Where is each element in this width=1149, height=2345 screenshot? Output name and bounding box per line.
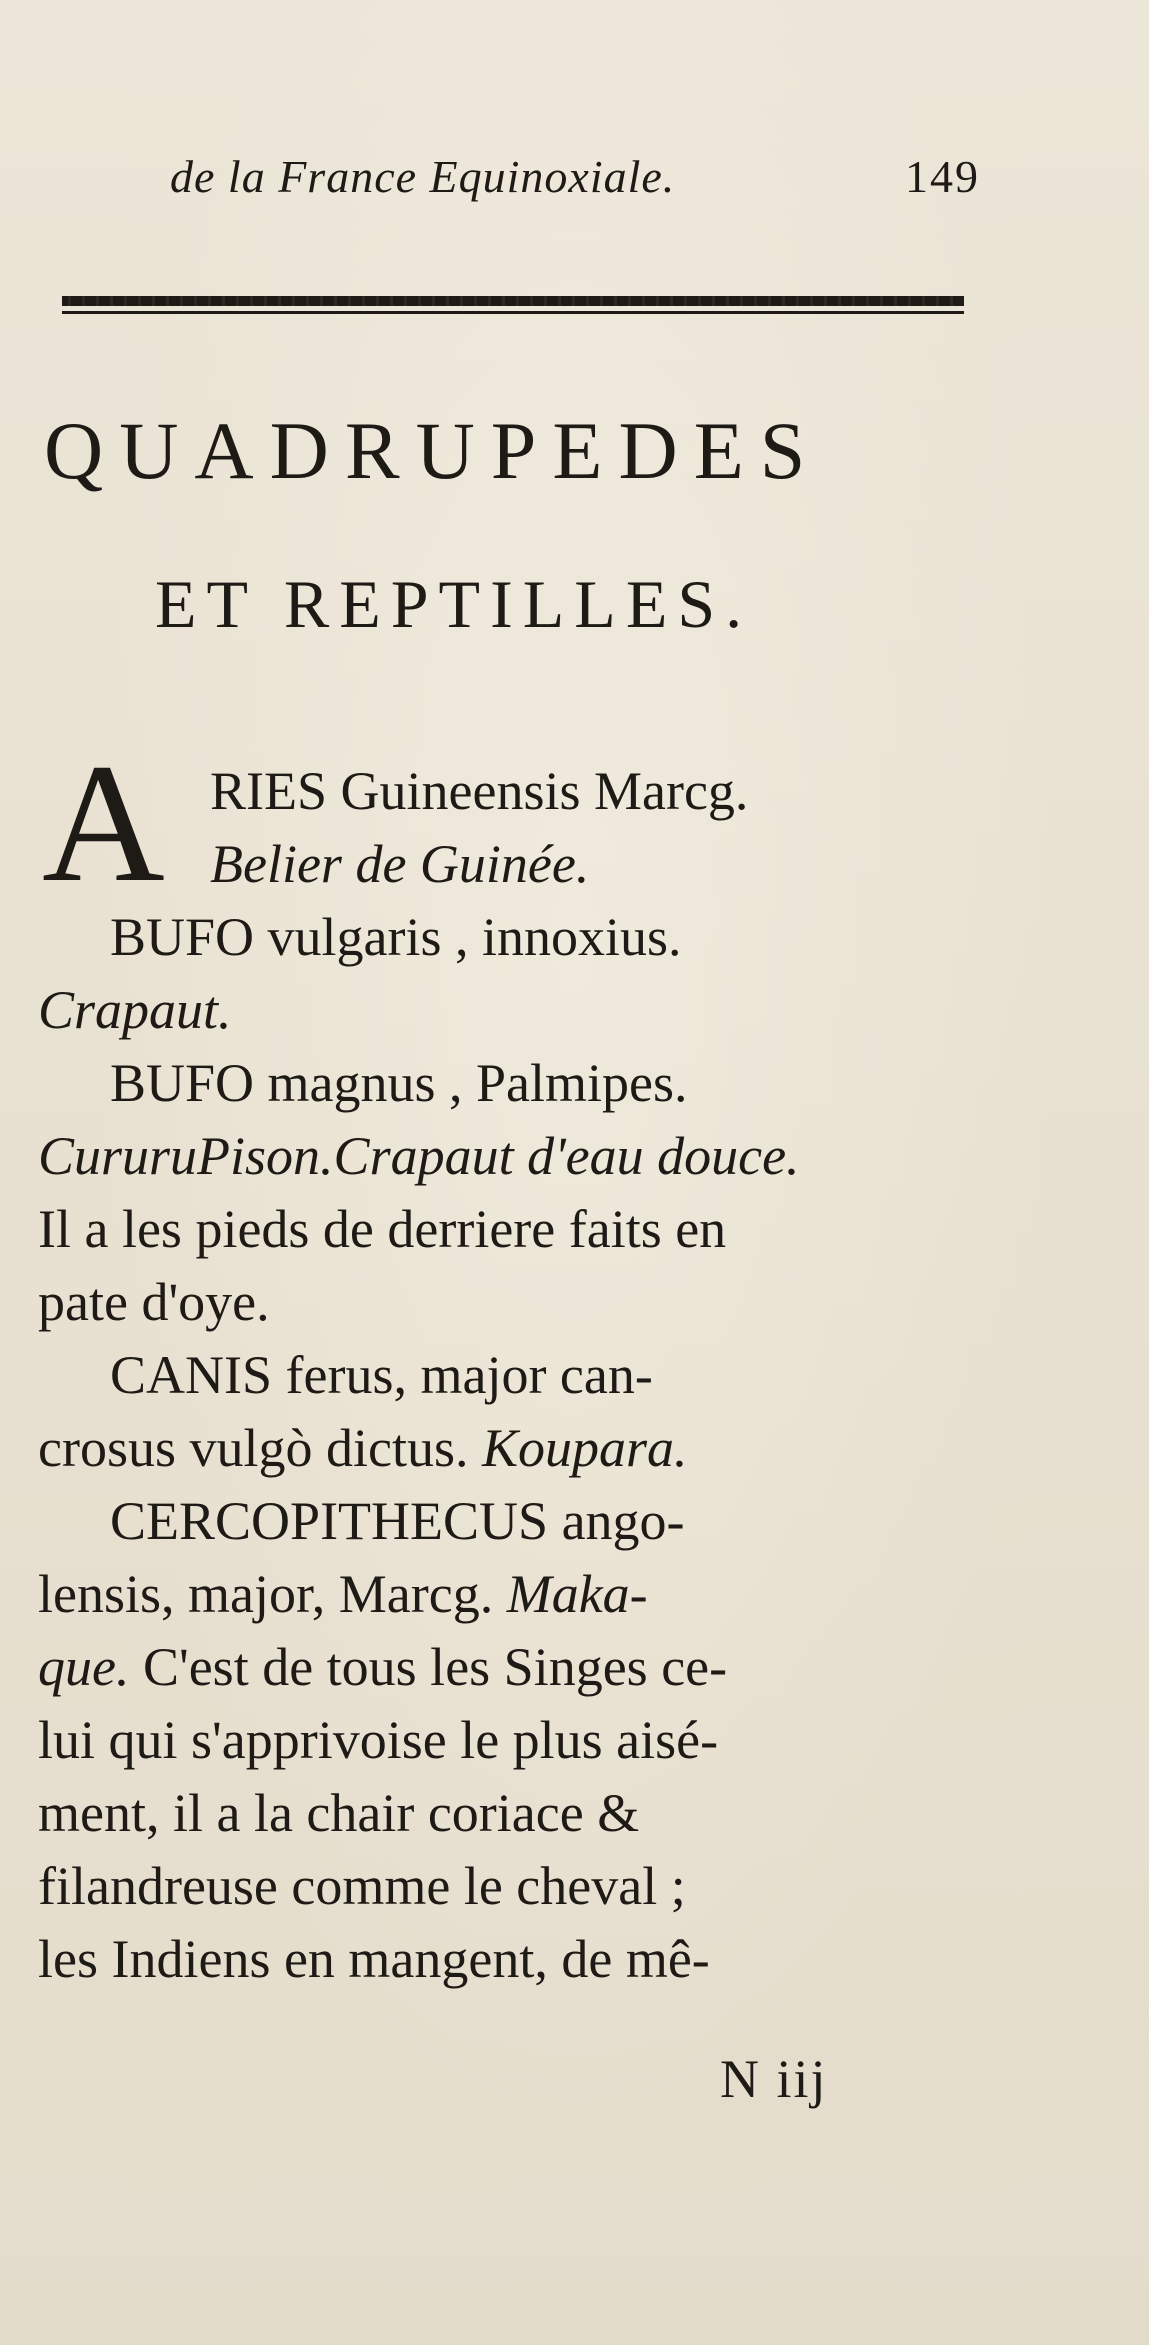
running-head: [170, 150, 980, 220]
text-line: filandreuse comme le cheval ;: [38, 1856, 686, 1916]
text-line: lui qui s'apprivoise le plus aisé-: [38, 1710, 719, 1770]
text-line: pate d'oye.: [38, 1272, 270, 1332]
section-subtitle: ET REPTILLES.: [155, 566, 753, 642]
text-line: CANIS ferus, major can-: [110, 1345, 653, 1405]
text-line: [38, 1631, 968, 1704]
drop-cap: A: [42, 729, 165, 917]
text-line: ment, il a la chair coriace &: [38, 1783, 640, 1843]
text-line: Belier de Guinée.: [210, 834, 590, 894]
page-number: 149: [905, 151, 980, 202]
text-segment: Koupara.: [481, 1418, 688, 1478]
header-rule-thin: [62, 311, 964, 314]
text-segment: que.: [38, 1637, 130, 1697]
text-line: RIES Guineensis Marcg.: [210, 761, 749, 821]
text-line: [38, 1412, 968, 1485]
header-rule: [62, 296, 964, 314]
header-rule-thick: [62, 296, 964, 306]
signature-mark: N iij: [720, 2049, 828, 2109]
text-segment: Maka-: [506, 1564, 648, 1624]
text-line: les Indiens en mangent, de mê-: [38, 1929, 710, 1989]
text-line: Il a les pieds de derriere faits en: [38, 1199, 727, 1259]
text-line: CururuPison.Crapaut d'eau douce.: [38, 1126, 800, 1186]
text-segment: crosus vulgò dictus.: [38, 1418, 469, 1478]
text-line: CERCOPITHECUS ango-: [110, 1491, 685, 1551]
text-line: BUFO vulgaris , innoxius.: [110, 907, 682, 967]
body-text: [38, 755, 968, 1996]
running-title: de la France Equinoxiale.: [170, 151, 676, 202]
text-segment: lensis, major, Marcg.: [38, 1564, 494, 1624]
section-title: QUADRUPEDES: [44, 405, 822, 496]
text-segment: C'est de tous les Singes ce-: [142, 1637, 728, 1697]
text-line: BUFO magnus , Palmipes.: [110, 1053, 688, 1113]
text-line: [38, 1558, 968, 1631]
text-line: Crapaut.: [38, 980, 232, 1040]
